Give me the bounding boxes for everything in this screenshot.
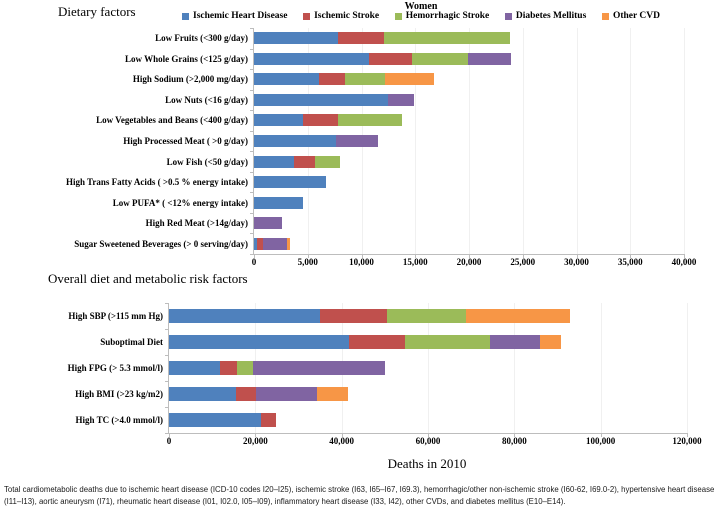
y-axis-tick — [250, 192, 254, 193]
bar-low-fish-50-g-day — [254, 156, 340, 168]
bar-segment-hemorrhagic-stroke — [345, 73, 385, 85]
bar-segment-diabetes-mellitus — [388, 94, 414, 106]
bar-segment-hemorrhagic-stroke — [315, 156, 340, 168]
category-label-high-bmi-23-kg-m2: High BMI (>23 kg/m2) — [75, 389, 163, 399]
legend-item-diabetes-mellitus — [505, 11, 586, 21]
bar-segment-ischemic-heart-disease — [254, 73, 319, 85]
x-tick-label: 5,000 — [297, 257, 318, 267]
y-axis-tick — [250, 254, 254, 255]
bar-segment-ischemic-stroke — [319, 73, 346, 85]
legend — [182, 11, 660, 21]
y-axis-tick — [250, 131, 254, 132]
category-label-low-whole-grains-125-g-day: Low Whole Grains (<125 g/day) — [125, 53, 248, 64]
bar-segment-ischemic-heart-disease — [169, 387, 236, 401]
bar-segment-diabetes-mellitus — [336, 135, 378, 147]
x-tick-label: 0 — [166, 436, 172, 446]
category-label-suboptimal-diet: Suboptimal Diet — [100, 337, 163, 347]
bar-segment-hemorrhagic-stroke — [412, 53, 468, 65]
legend-swatch-icon — [182, 13, 189, 20]
bar-segment-ischemic-heart-disease — [169, 309, 320, 323]
bar-segment-ischemic-heart-disease — [169, 413, 261, 427]
y-axis-tick — [250, 49, 254, 50]
gridline — [601, 303, 602, 433]
bar-segment-diabetes-mellitus — [490, 335, 540, 349]
bar-segment-ischemic-stroke — [261, 413, 276, 427]
x-tick-label: 25,000 — [510, 257, 536, 267]
bar-low-nuts-16-g-day — [254, 94, 414, 106]
bar-high-tc-4-0-mmol-l — [169, 413, 276, 427]
legend-swatch-icon — [602, 13, 609, 20]
section-title-metabolic-factors: Overall diet and metabolic risk factors — [48, 271, 248, 286]
y-axis-tick — [165, 381, 169, 382]
category-label-high-tc-4-0-mmol-l: High TC (>4.0 mmol/l) — [75, 415, 163, 425]
section-title-dietary-factors: Dietary factors — [58, 4, 136, 19]
x-tick-label: 40,000 — [329, 436, 355, 446]
legend-label: Other CVD — [612, 11, 660, 21]
bar-segment-ischemic-stroke — [220, 361, 236, 375]
category-label-low-nuts-16-g-day: Low Nuts (<16 g/day) — [165, 94, 248, 105]
legend-swatch-icon — [505, 13, 512, 20]
bar-segment-ischemic-heart-disease — [254, 197, 303, 209]
y-axis-tick — [250, 213, 254, 214]
x-tick-label: 30,000 — [564, 257, 589, 267]
category-label-high-sodium-2-000-mg-day: High Sodium (>2,000 mg/day) — [132, 74, 248, 85]
x-tick-label: 15,000 — [402, 257, 428, 267]
y-axis-tick — [250, 151, 254, 152]
bar-segment-hemorrhagic-stroke — [387, 309, 465, 323]
bar-high-red-meat-14g-day — [254, 217, 282, 229]
x-tick-label: 100,000 — [586, 436, 616, 446]
y-axis-tick — [165, 303, 169, 304]
bar-segment-ischemic-stroke — [294, 156, 316, 168]
x-tick-label: 20,000 — [242, 436, 268, 446]
bar-segment-other-cvd — [466, 309, 570, 323]
category-label-low-vegetables-and-beans-400-g-day: Low Vegetables and Beans (<400 g/day) — [96, 115, 248, 126]
bar-segment-other-cvd — [385, 73, 433, 85]
metabolic-factors-plot — [67, 303, 702, 446]
x-tick-label: 40,000 — [671, 257, 697, 267]
bar-high-bmi-23-kg-m2 — [169, 387, 348, 401]
y-axis-tick — [250, 90, 254, 91]
category-label-high-trans-fatty-acids-0-5-energy-intake: High Trans Fatty Acids ( >0.5 % energy intake) — [65, 177, 248, 188]
legend-label: Hemorrhagic Stroke — [405, 11, 490, 21]
bar-segment-hemorrhagic-stroke — [237, 361, 253, 375]
bar-segment-ischemic-heart-disease — [169, 361, 220, 375]
bar-segment-ischemic-stroke — [349, 335, 405, 349]
gridline — [684, 28, 685, 254]
y-axis-tick — [165, 407, 169, 408]
x-tick-label: 20,000 — [456, 257, 482, 267]
bar-segment-ischemic-heart-disease — [169, 335, 349, 349]
category-label-sugar-sweetened-beverages-0-serving-day: Sugar Sweetened Beverages (> 0 serving/day) — [74, 238, 248, 249]
category-label-low-fruits-300-g-day: Low Fruits (<300 g/day) — [155, 33, 248, 44]
x-tick-label: 0 — [251, 257, 257, 267]
bar-segment-diabetes-mellitus — [253, 361, 385, 375]
bar-segment-hemorrhagic-stroke — [405, 335, 490, 349]
bar-high-trans-fatty-acids-0-5-energy-intake — [254, 176, 326, 188]
bar-low-pufa-12-energy-intake — [254, 197, 303, 209]
legend-item-hemorrhagic-stroke — [395, 11, 489, 21]
category-label-high-fpg-5-3-mmol-l: High FPG (> 5.3 mmol/l) — [67, 363, 163, 373]
bar-sugar-sweetened-beverages-0-serving-day — [254, 238, 290, 250]
bar-segment-diabetes-mellitus — [256, 387, 317, 401]
bar-segment-other-cvd — [287, 238, 290, 250]
bar-segment-ischemic-stroke — [236, 387, 256, 401]
y-axis-tick — [250, 69, 254, 70]
y-axis-tick — [165, 329, 169, 330]
category-label-high-processed-meat-0-g-day: High Processed Meat ( >0 g/day) — [123, 135, 248, 146]
category-label-high-red-meat-14g-day: High Red Meat (>14g/day) — [145, 218, 248, 229]
gridline — [687, 303, 688, 433]
y-axis-tick — [165, 433, 169, 434]
dietary-factors-plot — [65, 28, 697, 267]
gridline — [523, 28, 524, 254]
category-label-low-pufa-12-energy-intake: Low PUFA* ( <12% energy intake) — [112, 197, 248, 208]
gridline — [630, 28, 631, 254]
bar-segment-ischemic-heart-disease — [254, 114, 303, 126]
y-axis-tick — [250, 172, 254, 173]
x-tick-label: 120,000 — [672, 436, 702, 446]
bar-suboptimal-diet — [169, 335, 561, 349]
bar-segment-diabetes-mellitus — [468, 53, 511, 65]
legend-item-ischemic-heart-disease — [182, 11, 287, 21]
legend-item-other-cvd — [602, 11, 660, 21]
bar-segment-ischemic-heart-disease — [254, 32, 338, 44]
bar-low-fruits-300-g-day — [254, 32, 510, 44]
bar-segment-other-cvd — [317, 387, 349, 401]
bar-high-sbp-115-mm-hg — [169, 309, 570, 323]
x-tick-label: 10,000 — [349, 257, 374, 267]
legend-swatch-icon — [303, 13, 310, 20]
legend-item-ischemic-stroke — [303, 11, 379, 21]
bar-low-vegetables-and-beans-400-g-day — [254, 114, 402, 126]
legend-label: Ischemic Heart Disease — [193, 11, 288, 21]
y-axis-tick — [250, 233, 254, 234]
bar-segment-ischemic-heart-disease — [254, 176, 326, 188]
bar-segment-other-cvd — [540, 335, 561, 349]
category-label-low-fish-50-g-day: Low Fish (<50 g/day) — [166, 156, 248, 167]
bar-segment-hemorrhagic-stroke — [338, 114, 403, 126]
legend-swatch-icon — [395, 13, 402, 20]
bar-high-fpg-5-3-mmol-l — [169, 361, 385, 375]
y-axis-tick — [165, 355, 169, 356]
bar-segment-ischemic-heart-disease — [254, 156, 294, 168]
bar-segment-ischemic-heart-disease — [254, 94, 388, 106]
bar-segment-ischemic-stroke — [320, 309, 387, 323]
bar-high-sodium-2-000-mg-day — [254, 73, 434, 85]
y-axis-tick — [250, 110, 254, 111]
bar-segment-ischemic-stroke — [303, 114, 337, 126]
legend-label: Diabetes Mellitus — [515, 11, 587, 21]
legend-label: Ischemic Stroke — [314, 11, 380, 21]
bar-segment-hemorrhagic-stroke — [384, 32, 510, 44]
category-label-high-sbp-115-mm-hg: High SBP (>115 mm Hg) — [68, 311, 163, 321]
x-tick-label: 60,000 — [415, 436, 441, 446]
footnote: Total cardiometabolic deaths due to ischemic heart disease (ICD-10 codes I20–I25), ischemic stroke (I63, I65–I67, I69.3), hemorrhagic/other non-ischemic stroke (I60-62, I69.0-2), hypertensive heart disease (I11–I13), aortic aneurysm (I71), rheumatic heart disease (I01, I02.0, I05–I09), inflammatory heart disease (I33, I42), other CVDs, and diabetes mellitus (E10–E14). — [4, 485, 715, 507]
bar-segment-ischemic-heart-disease — [254, 53, 369, 65]
gridline — [577, 28, 578, 254]
x-tick-label: 35,000 — [617, 257, 643, 267]
bar-segment-ischemic-stroke — [369, 53, 412, 65]
bar-segment-diabetes-mellitus — [263, 238, 288, 250]
bar-segment-diabetes-mellitus — [254, 217, 282, 229]
x-tick-label: 80,000 — [501, 436, 527, 446]
bar-segment-ischemic-stroke — [338, 32, 384, 44]
bar-low-whole-grains-125-g-day — [254, 53, 511, 65]
bar-segment-ischemic-heart-disease — [254, 135, 336, 147]
bar-high-processed-meat-0-g-day — [254, 135, 378, 147]
x-axis-title: Deaths in 2010 — [387, 456, 467, 471]
chart-title-women: Women — [404, 1, 438, 12]
y-axis-tick — [250, 28, 254, 29]
